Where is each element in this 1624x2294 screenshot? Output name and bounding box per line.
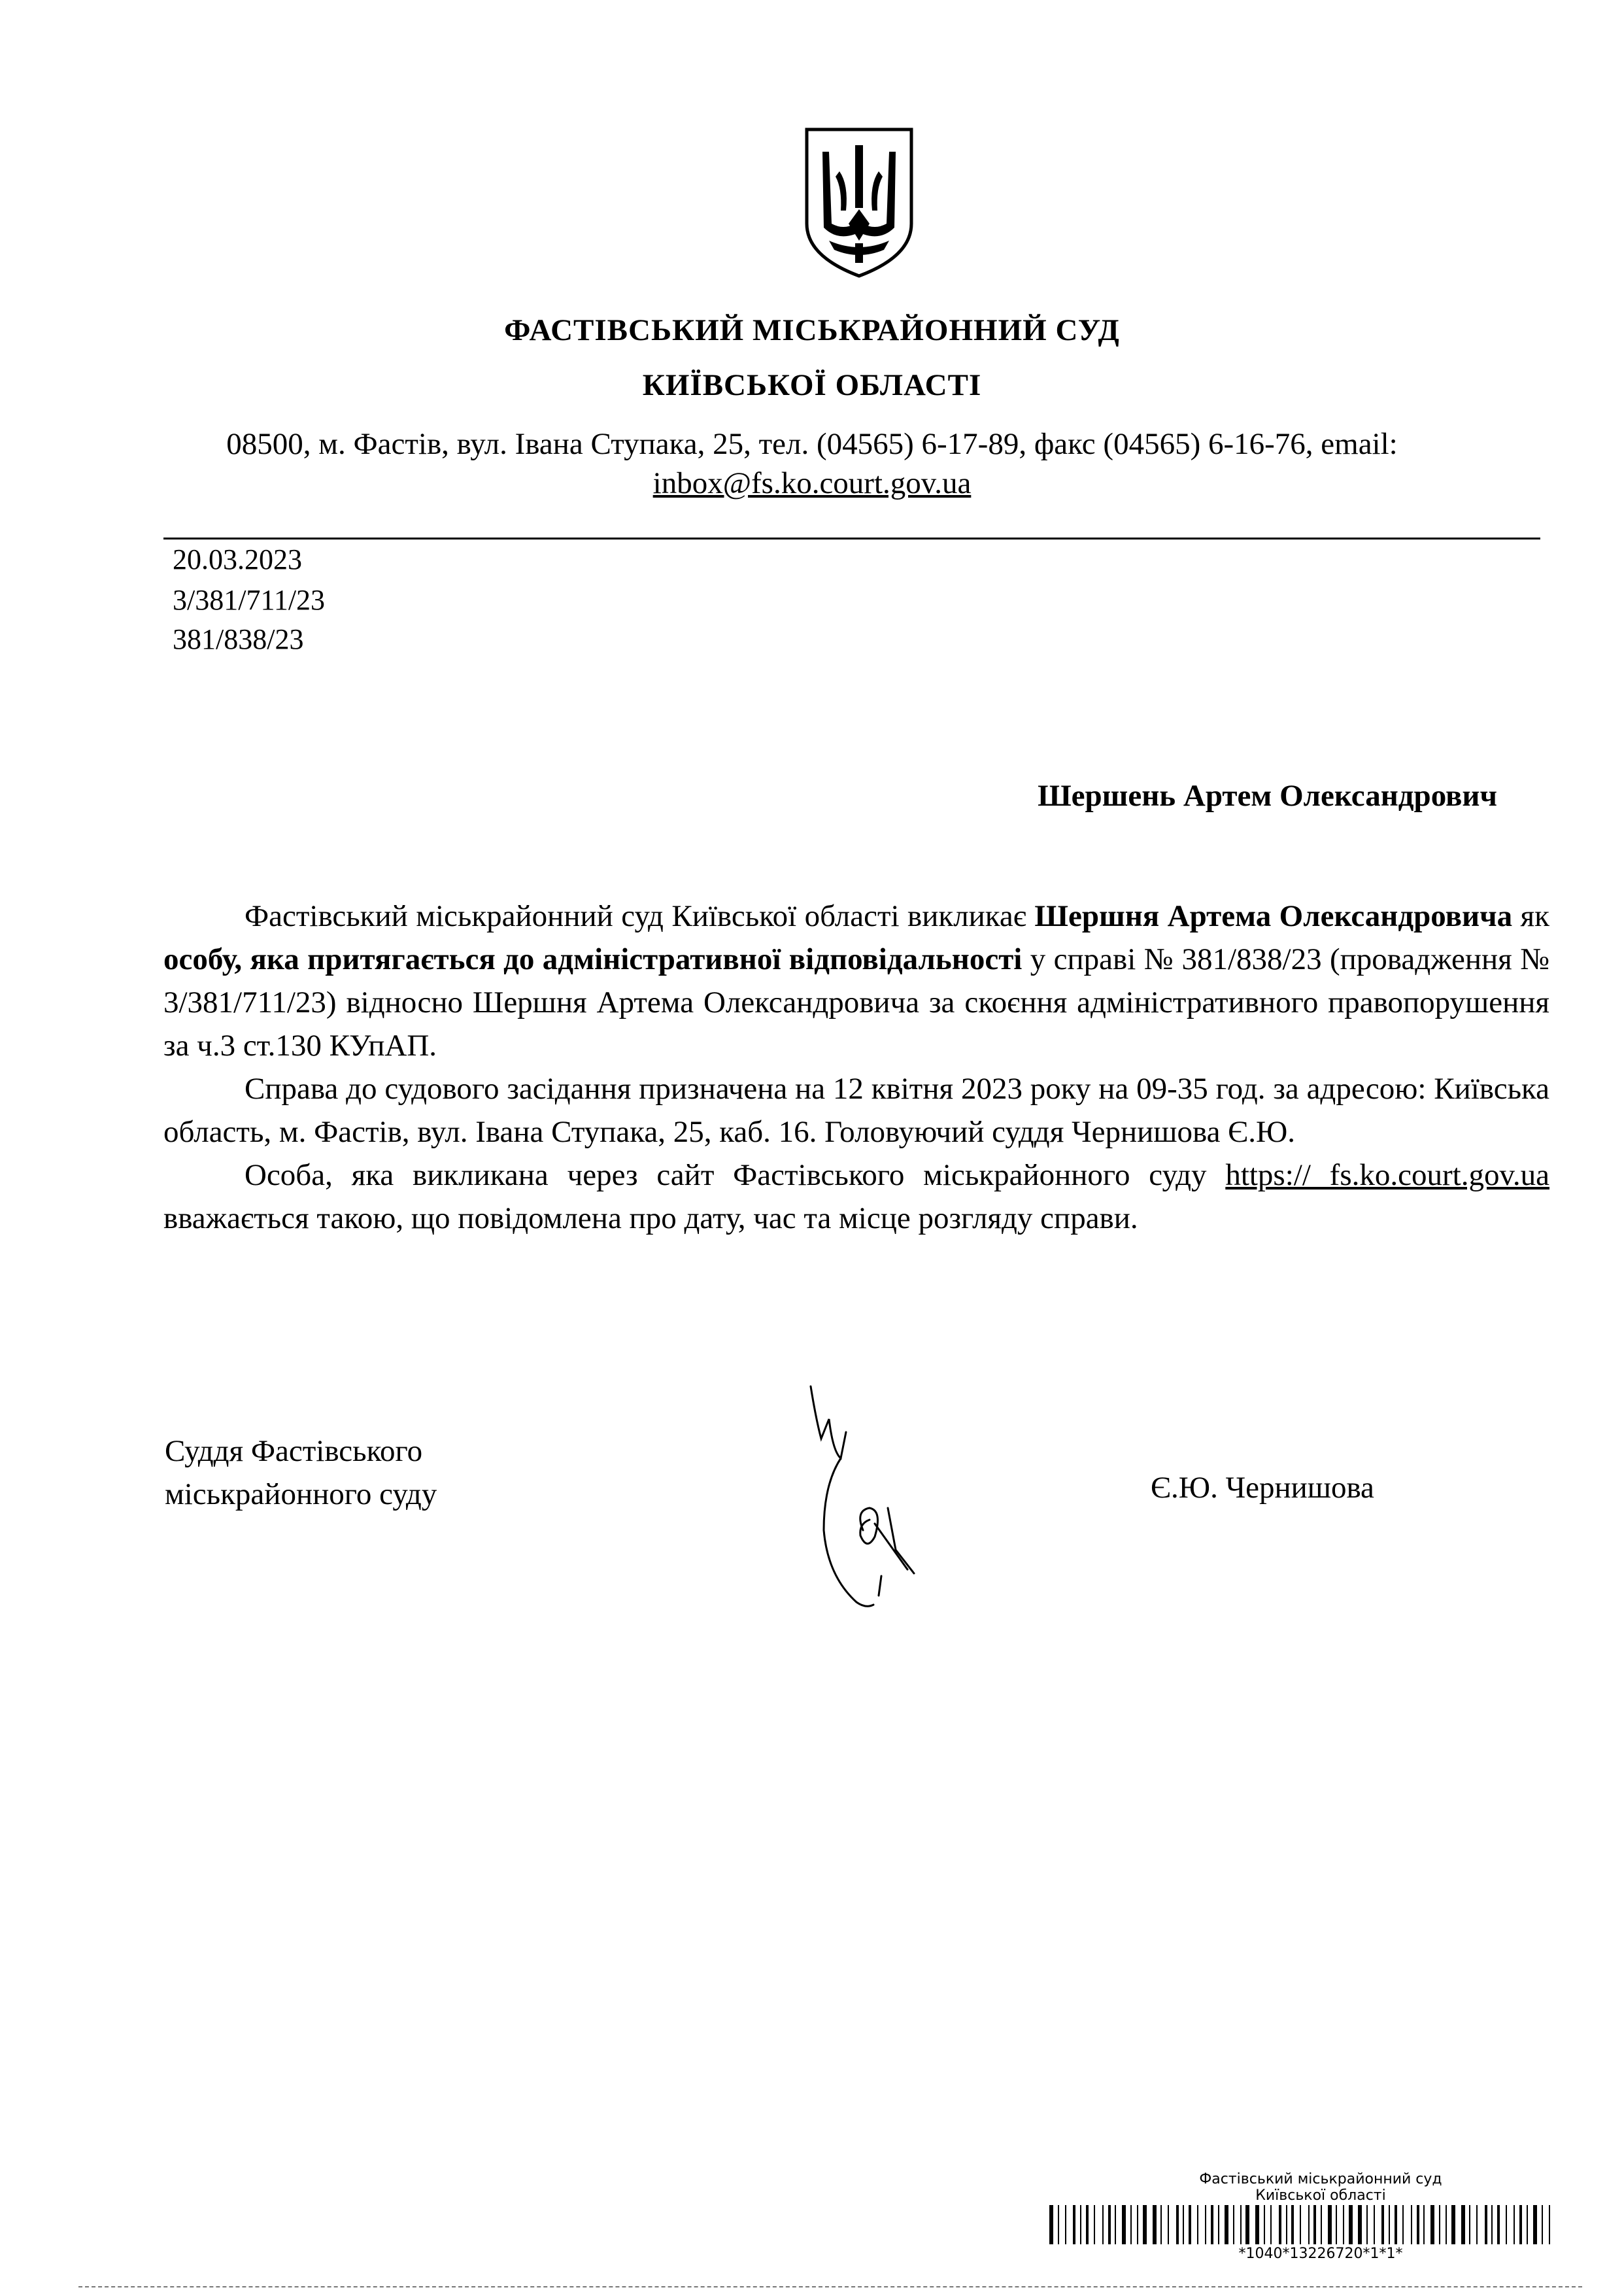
barcode-bar xyxy=(1411,2205,1412,2244)
barcode-number: *1040*13226720*1*1* xyxy=(1238,2246,1403,2262)
signer-title-line1: Суддя Фастівського xyxy=(165,1434,423,1468)
barcode-bar xyxy=(1122,2205,1126,2244)
barcode-bar xyxy=(1058,2205,1059,2244)
proceeding-number: 3/381/711/23 xyxy=(173,584,326,616)
summoned-person-status: особу, яка притягається до адміністративної відповідальності xyxy=(163,942,1023,976)
barcode-bar xyxy=(1423,2205,1425,2244)
barcode-bar xyxy=(1519,2205,1522,2244)
barcode-bar xyxy=(1549,2205,1550,2244)
footer-court-name: Фастівський міськрайонний суд xyxy=(1199,2171,1442,2187)
barcode-bar xyxy=(1211,2205,1213,2244)
court-website-link[interactable]: https:// fs.ko.court.gov.ua xyxy=(1225,1158,1550,1192)
notice-text-end: вважається такою, що повідомлена про дату, час та місце розгляду справи. xyxy=(163,1201,1138,1235)
barcode-bar xyxy=(1240,2205,1242,2244)
barcode-bar xyxy=(1233,2205,1234,2244)
barcode-bar xyxy=(1533,2205,1537,2244)
summons-text-as: як xyxy=(1512,899,1549,933)
barcode-bar xyxy=(1476,2205,1478,2244)
barcode-bar xyxy=(1514,2205,1515,2244)
barcode-bar xyxy=(1308,2205,1310,2244)
bottom-scan-edge xyxy=(78,2286,1582,2287)
barcode-bar xyxy=(1313,2205,1316,2244)
barcode-bar xyxy=(1143,2205,1147,2244)
barcode-bar xyxy=(1183,2205,1184,2244)
barcode-bar xyxy=(1080,2205,1081,2244)
body-paragraph-hearing: Справа до судового засідання призначена на 12 квітня 2023 року на 09-35 год. за адресою: Київська область, м. Фастів, вул. Івана Ступака, 25, каб. 16. Головуючий суддя Чернишова Є.Ю. xyxy=(163,1072,1549,1149)
barcode-bar xyxy=(1270,2205,1272,2244)
barcode-bar xyxy=(1073,2205,1075,2244)
barcode-bar xyxy=(1286,2205,1287,2244)
addressee-name: Шершень Артем Олександрович xyxy=(1038,779,1497,813)
barcode-bar xyxy=(1255,2205,1259,2244)
barcode-bar xyxy=(1343,2205,1344,2244)
barcode-bar xyxy=(1336,2205,1337,2244)
barcode-bar xyxy=(1189,2205,1191,2244)
court-name-line1: ФАСТІВСЬКИЙ МІСЬКРАЙОННИЙ СУД xyxy=(504,313,1120,347)
barcode-bar xyxy=(1374,2205,1375,2244)
barcode-bar xyxy=(1245,2205,1249,2244)
barcode-bar xyxy=(1469,2205,1470,2244)
barcode-bar xyxy=(1065,2205,1066,2244)
barcode-bar xyxy=(1446,2205,1447,2244)
signer-title-line2: міськрайонного суду xyxy=(165,1477,437,1511)
barcode-bar xyxy=(1153,2205,1157,2244)
court-email-link[interactable]: inbox@fs.ko.court.gov.ua xyxy=(652,466,972,500)
barcode-bar xyxy=(1321,2205,1322,2244)
barcode-bar xyxy=(1218,2205,1219,2244)
barcode-bar xyxy=(1205,2205,1206,2244)
barcode-bar xyxy=(1395,2205,1397,2244)
barcode-bar xyxy=(1160,2205,1162,2244)
barcode-bar xyxy=(1137,2205,1138,2244)
header-divider xyxy=(163,538,1540,539)
barcode-bar xyxy=(1461,2205,1465,2244)
letter-body xyxy=(163,895,1549,1240)
barcode-bar xyxy=(1527,2205,1528,2244)
barcode-bar xyxy=(1300,2205,1301,2244)
barcode-bar xyxy=(1108,2205,1111,2244)
barcode-bar xyxy=(1225,2205,1228,2244)
summons-text-start: Фастівський міськрайонний суд Київської області викликає xyxy=(245,899,1035,933)
coat-of-arms-trident-icon xyxy=(803,126,915,280)
signer-name: Є.Ю. Чернишова xyxy=(1151,1471,1374,1505)
barcode-bar xyxy=(1358,2205,1362,2244)
barcode-bar xyxy=(1049,2205,1053,2244)
barcode-bar xyxy=(1389,2205,1390,2244)
barcode-bar xyxy=(1542,2205,1543,2244)
barcode-bar xyxy=(1279,2205,1281,2244)
barcode-bar xyxy=(1451,2205,1455,2244)
signer-title xyxy=(165,1429,437,1516)
court-contact-details: 08500, м. Фастів, вул. Івана Ступака, 25, тел. (04565) 6-17-89, факс (04565) 6-16-76, email: xyxy=(226,427,1398,461)
barcode-bar xyxy=(1430,2205,1434,2244)
summons-text-end: у справі № 381/838/23 (провадження № 3/381/711/23) відносно Шершня Артема Олександровича за скоєння адміністративного правопорушення за ч.3 ст.130 КУпАП. xyxy=(163,942,1549,1063)
footer-court-stamp xyxy=(1033,2171,1608,2204)
barcode-bar xyxy=(1291,2205,1294,2244)
barcode-bar xyxy=(1506,2205,1507,2244)
barcode-bar xyxy=(1176,2205,1179,2244)
barcode-bar xyxy=(1197,2205,1198,2244)
body-paragraph-summons xyxy=(163,895,1549,1067)
barcode-bar xyxy=(1485,2205,1487,2244)
barcode-bar xyxy=(1439,2205,1440,2244)
barcode-bar xyxy=(1417,2205,1419,2244)
barcode-bar xyxy=(1115,2205,1116,2244)
barcode-bar xyxy=(1264,2205,1265,2244)
footer-court-region: Київської області xyxy=(1255,2187,1386,2204)
barcode-bar xyxy=(1130,2205,1132,2244)
notice-text-start: Особа, яка викликана через сайт Фастівського міськрайонного суду xyxy=(245,1158,1226,1192)
case-number: 381/838/23 xyxy=(173,623,304,655)
letter-date: 20.03.2023 xyxy=(173,543,302,575)
body-paragraph-notice xyxy=(163,1154,1549,1240)
barcode-bar xyxy=(1086,2205,1089,2244)
barcode-bar xyxy=(1102,2205,1104,2244)
barcode-bar xyxy=(1328,2205,1332,2244)
summoned-person-name: Шершня Артема Олександровича xyxy=(1034,899,1513,933)
barcode-bar xyxy=(1366,2205,1368,2244)
barcode-bar xyxy=(1168,2205,1169,2244)
court-name-line2: КИЇВСЬКОЇ ОБЛАСТІ xyxy=(642,368,982,402)
barcode xyxy=(1049,2205,1553,2244)
barcode-bar xyxy=(1402,2205,1404,2244)
barcode-bar xyxy=(1349,2205,1353,2244)
barcode-bar xyxy=(1381,2205,1384,2244)
handwritten-signature xyxy=(798,1380,948,1628)
barcode-bar xyxy=(1094,2205,1095,2244)
court-email-row xyxy=(92,466,1532,501)
barcode-bar xyxy=(1497,2205,1500,2244)
barcode-bar xyxy=(1491,2205,1493,2244)
